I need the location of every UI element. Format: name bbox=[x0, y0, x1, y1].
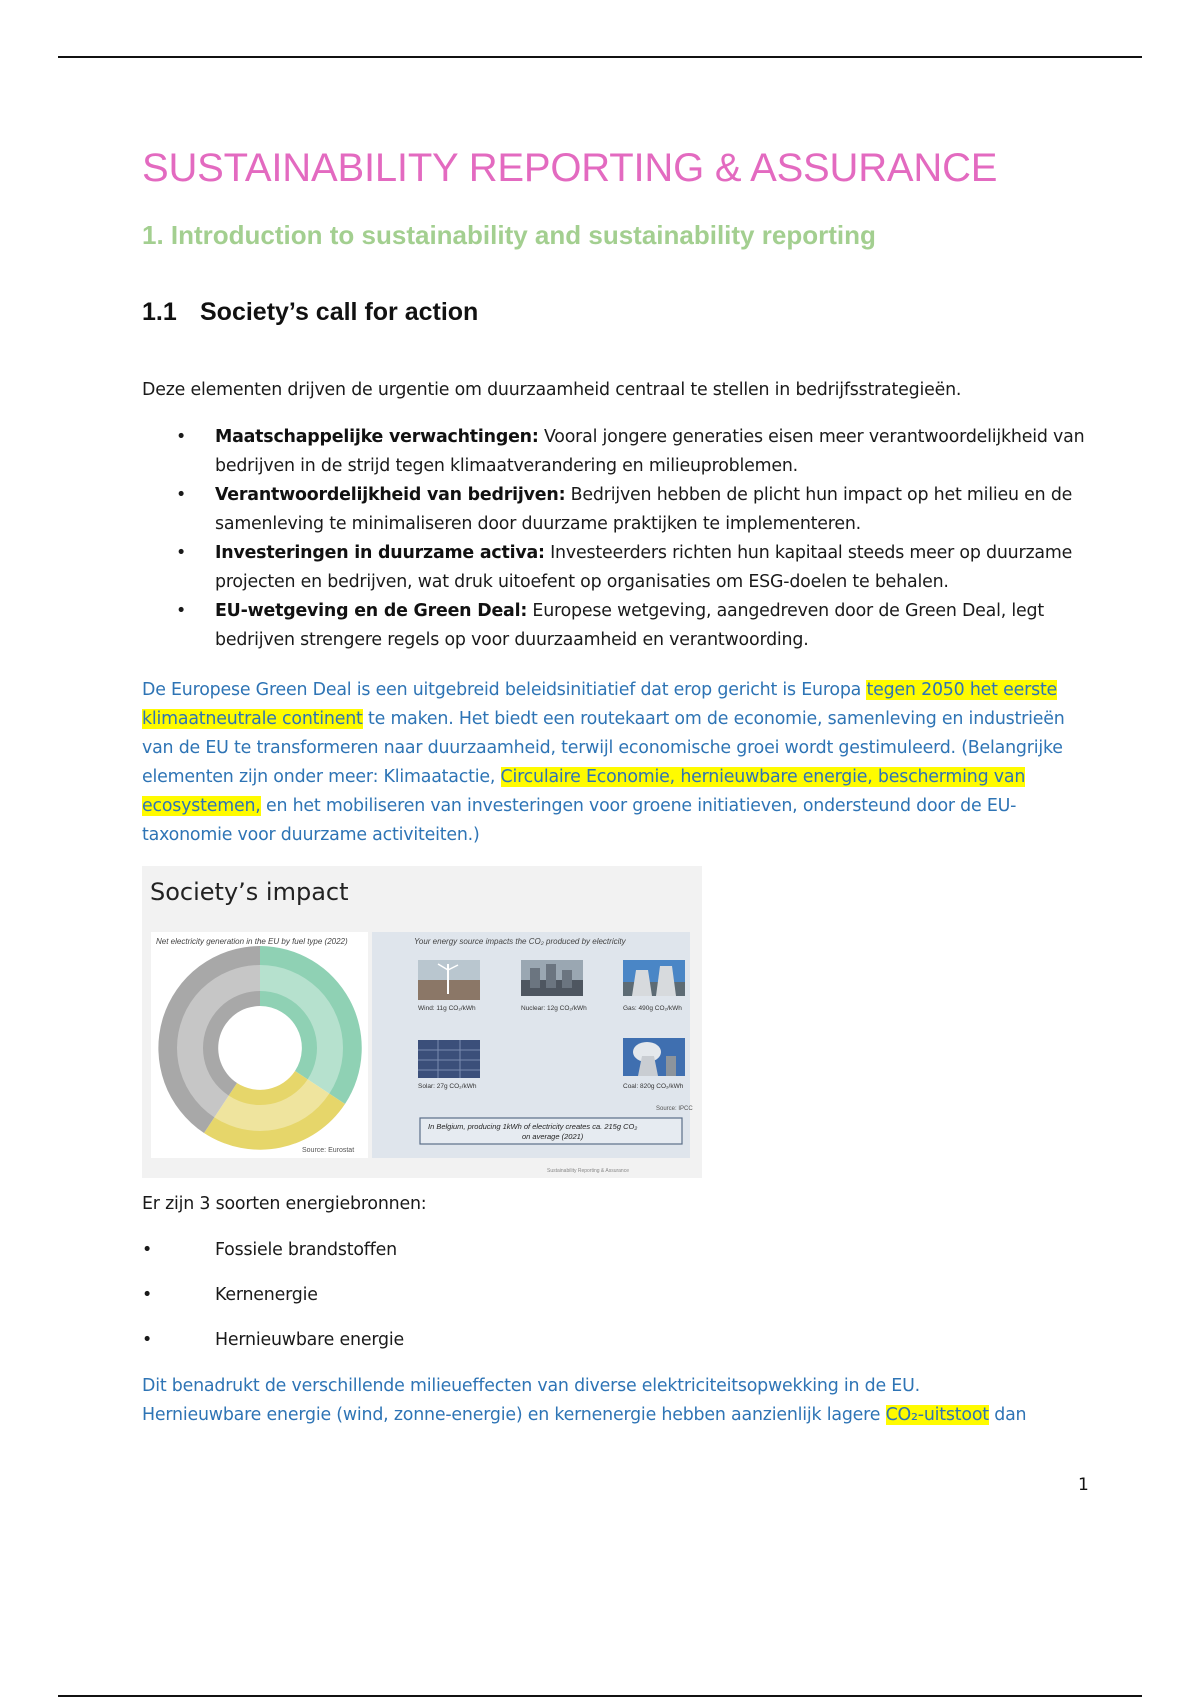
bullet-icon: • bbox=[142, 1330, 153, 1350]
chart-source: Source: Eurostat bbox=[302, 1147, 355, 1154]
closing-text: Hernieuwbare energie (wind, zonne-energie) en kernenergie hebben aanzienlijk lagere bbox=[142, 1405, 886, 1425]
belgium-note-line1: In Belgium, producing 1kWh of electricity creates ca. 215g CO₂ bbox=[428, 1122, 638, 1131]
bullet-term: Verantwoordelijkheid van bedrijven: bbox=[215, 485, 566, 505]
highlighted-text: Circulaire Economie, hernieuwbare energie, bescherming van ecosystemen, bbox=[142, 767, 1026, 816]
list-item bbox=[142, 597, 1092, 655]
solar-panel-photo-icon bbox=[418, 1040, 480, 1078]
energy-source-label: Fossiele brandstoffen bbox=[215, 1240, 397, 1260]
bullet-icon: • bbox=[176, 427, 187, 447]
list-item bbox=[142, 1281, 404, 1326]
ipcc-source: Source: IPCC bbox=[656, 1106, 693, 1112]
bullet-term: Maatschappelijke verwachtingen: bbox=[215, 427, 539, 447]
slide-footer: Sustainability Reporting & Assurance bbox=[547, 1168, 629, 1174]
belgium-note-line2: on average (2021) bbox=[522, 1132, 584, 1141]
green-deal-text: De Europese Green Deal is een uitgebreid beleidsinitiatief dat erop gericht is Europa bbox=[142, 680, 867, 700]
chapter-heading: 1. Introduction to sustainability and sustainability reporting bbox=[142, 220, 876, 250]
driver-bullet-list bbox=[142, 423, 1092, 655]
energy-source-label: Hernieuwbare energie bbox=[215, 1330, 404, 1350]
slide-title: Society’s impact bbox=[150, 878, 349, 906]
wind-turbine-photo-icon bbox=[418, 960, 480, 1000]
closing-paragraph bbox=[142, 1372, 1092, 1430]
list-item bbox=[142, 481, 1092, 539]
bullet-icon: • bbox=[142, 1285, 153, 1305]
bullet-term: Investeringen in duurzame activa: bbox=[215, 543, 545, 563]
highlighted-text: CO₂-uitstoot bbox=[885, 1405, 989, 1425]
chart-heading: Net electricity generation in the EU by fuel type (2022) bbox=[156, 937, 348, 946]
gas-co2-label: Gas: 490g CO₂/kWh bbox=[623, 1005, 682, 1012]
bullet-icon: • bbox=[142, 1240, 153, 1260]
slide-figure bbox=[142, 866, 702, 1178]
bullet-text: Investeerders richten hun kapitaal steeds meer op duurzame projecten en bedrijven, wat druk uitoefent op organisaties om ESG-doelen te behalen. bbox=[215, 543, 1073, 592]
donut-hole bbox=[220, 1008, 300, 1088]
top-rule bbox=[58, 56, 1142, 58]
section-title: Society’s call for action bbox=[200, 298, 479, 326]
energy-source-label: Kernenergie bbox=[215, 1285, 318, 1305]
green-deal-paragraph bbox=[142, 676, 1092, 850]
section-number: 1.1 bbox=[142, 298, 177, 326]
list-item bbox=[142, 1236, 404, 1281]
section-heading bbox=[142, 298, 478, 327]
green-deal-text: en het mobiliseren van investeringen voor groene initiatieven, ondersteund door de EU-taxonomie voor duurzame activiteiten.) bbox=[142, 796, 1017, 845]
coal-plant-photo-icon bbox=[623, 1038, 685, 1076]
page-number: 1 bbox=[1078, 1475, 1089, 1495]
list-item bbox=[142, 1326, 404, 1371]
green-deal-text: te maken. Het biedt een routekaart om de economie, samenleving en industrieën van de EU te transformeren naar duurzaamheid, terwijl economische groei wordt gestimuleerd. (Belangrijke elementen zijn onder meer: Klimaatactie, bbox=[142, 709, 1065, 787]
bullet-text: Bedrijven hebben de plicht hun impact op het milieu en de samenleving te minimaliseren door duurzame praktijken te implementeren. bbox=[215, 485, 1073, 534]
gas-plant-photo-icon bbox=[623, 960, 685, 996]
energy-source-list bbox=[142, 1236, 404, 1371]
closing-text: dan bbox=[988, 1405, 1027, 1425]
bullet-text: Vooral jongere generaties eisen meer verantwoordelijkheid van bedrijven in de strijd tegen klimaatverandering en milieuproblemen. bbox=[215, 427, 1085, 476]
solar-co2-label: Solar: 27g CO₂/kWh bbox=[418, 1083, 477, 1090]
bullet-text: Europese wetgeving, aangedreven door de Green Deal, legt bedrijven strengere regels op voor duurzaamheid en verantwoording. bbox=[215, 601, 1045, 650]
document-title: SUSTAINABILITY REPORTING & ASSURANCE bbox=[142, 146, 998, 190]
fuel-type-donut-chart bbox=[158, 946, 361, 1150]
coal-co2-label: Coal: 820g CO₂/kWh bbox=[623, 1083, 684, 1090]
energy-intro: Er zijn 3 soorten energiebronnen: bbox=[142, 1194, 427, 1214]
nuclear-plant-photo-icon bbox=[521, 960, 583, 996]
list-item bbox=[142, 423, 1092, 481]
sources-heading: Your energy source impacts the CO₂ produced by electricity bbox=[414, 937, 626, 946]
wind-co2-label: Wind: 11g CO₂/kWh bbox=[418, 1005, 476, 1012]
bullet-icon: • bbox=[176, 543, 187, 563]
nuclear-co2-label: Nuclear: 12g CO₂/kWh bbox=[521, 1005, 587, 1012]
bullet-term: EU-wetgeving en de Green Deal: bbox=[215, 601, 528, 621]
societys-impact-slide bbox=[142, 866, 702, 1178]
intro-paragraph: Deze elementen drijven de urgentie om duurzaamheid centraal te stellen in bedrijfsstrategieën. bbox=[142, 380, 962, 400]
bottom-rule bbox=[58, 1695, 1142, 1697]
list-item bbox=[142, 539, 1092, 597]
highlighted-text: tegen 2050 het eerste klimaatneutrale continent bbox=[142, 680, 1058, 729]
closing-line-1: Dit benadrukt de verschillende milieueffecten van diverse elektriciteitsopwekking in de EU. bbox=[142, 1376, 920, 1396]
bullet-icon: • bbox=[176, 485, 187, 505]
bullet-icon: • bbox=[176, 601, 187, 621]
